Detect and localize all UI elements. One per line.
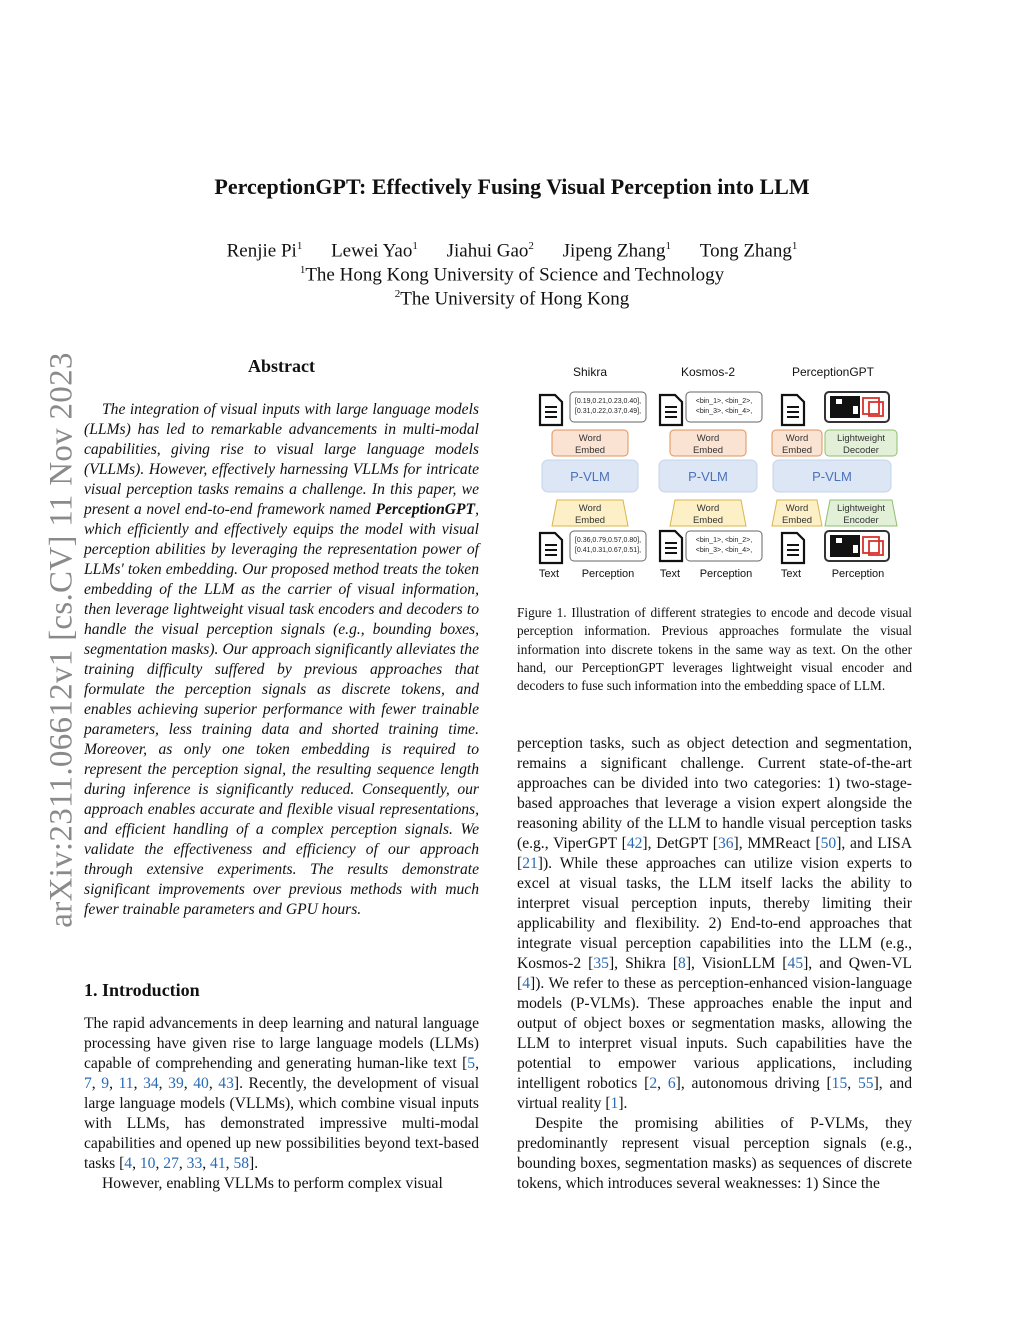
affil-name: The Hong Kong University of Science and Technology	[305, 264, 725, 286]
introduction-body	[84, 1014, 479, 1194]
document-icon	[660, 531, 682, 561]
token-text: <bin_3>, <bin_4>,	[695, 408, 753, 415]
document-icon	[660, 395, 682, 425]
section-heading-introduction: 1. Introduction	[84, 980, 200, 1000]
citation-link[interactable]: 43	[218, 1075, 234, 1092]
text-label: Text	[780, 568, 802, 580]
figure-diagram	[520, 362, 920, 584]
p-vlm-label: P-VLM	[688, 469, 728, 484]
citation-link[interactable]: 41	[210, 1155, 226, 1172]
abstract-body	[84, 400, 479, 920]
author-affil-mark: 1	[665, 240, 672, 252]
affil-name: The University of Hong Kong	[400, 288, 630, 310]
author-name: Jiahui Gao	[446, 240, 529, 262]
author	[331, 240, 418, 262]
author	[700, 240, 798, 262]
token-box	[686, 392, 762, 422]
citation-link[interactable]: 6	[667, 1075, 676, 1092]
document-icon	[540, 395, 562, 425]
citation-link[interactable]: 42	[626, 835, 643, 852]
author-name: Tong Zhang	[699, 240, 792, 262]
token-text: [0.36,0.79,0.57,0.80],	[574, 537, 642, 544]
citation-link[interactable]: 8	[678, 955, 686, 972]
citation-link[interactable]: 10	[139, 1155, 156, 1172]
citation-link[interactable]: 39	[168, 1075, 184, 1092]
text-label: Text	[538, 568, 560, 580]
lightweight-decoder-box-label: Lightweight	[836, 433, 886, 444]
segmentation-mask-hole	[853, 406, 858, 414]
segmentation-mask-hole	[853, 545, 858, 553]
figure-caption: Figure 1. Illustration of different strategies to encode and decode visual perception information. Previous approaches formulate the visual information into discrete tokens in the same way as text. On the other hand, our PerceptionGPT leverages lightweight visual encoder and decoders to fuse such information into the embedding space of LLM.	[517, 605, 912, 694]
affiliation	[0, 264, 1024, 286]
token-text: [0.31,0.22,0.37,0.49],	[574, 408, 642, 415]
author-name: Renjie Pi	[226, 240, 297, 262]
citation-link[interactable]: 45	[787, 955, 804, 972]
citation-link[interactable]: 21	[522, 855, 538, 872]
figure-column-title: PerceptionGPT	[791, 365, 875, 379]
segmentation-mask-hole	[836, 399, 842, 404]
citation-link[interactable]: 27	[163, 1155, 179, 1172]
lightweight-decoder-box-label: Decoder	[843, 445, 879, 456]
token-text: <bin_3>, <bin_4>,	[695, 547, 753, 554]
paragraph: Despite the promising abilities of P-VLMs, they predominantly represent visual perception signals (e.g., bounding boxes, segmentation masks) as sequences of discrete tokens, which introduces several weaknesses: 1) Since the	[517, 1115, 912, 1192]
word-embed-box-label: Embed	[781, 445, 813, 456]
figure-column-title: Kosmos-2	[680, 365, 736, 379]
citation-link[interactable]: 7	[84, 1075, 92, 1092]
token-text: [0.19,0.21,0.23,0.40],	[574, 398, 642, 405]
affil-mark: 1	[299, 264, 306, 276]
author-affil-mark: 1	[296, 240, 303, 252]
abstract-text: , which efficiently and effectively equips the model with visual perception abilities by leveraging the representation power of LLMs' token embedding. Our proposed method treats the token embedding of the LLM as the carrier of visual information, then leverage lightweight visual task encoders and decoders to handle the visual perception signals (e.g., bounding boxes, segmentation masks). Our approach significantly alleviates the training difficulty suffered by previous approaches that formulate the perception signals as discrete tokens, and enables achieving superior performance with fewer trainable parameters, less training data and shorted training time. Moreover, as only one token embedding is required to represent the perception signal, the resulting sequence length during inference is significantly reduced. Consequently, our approach enables accurate and flexible visual representations, and efficient handling of a complex perception signals. We validate the effectiveness and efficiency of our approach through extensive experiments. The results demonstrate significant improvements over previous methods with much fewer trainable parameters and GPU hours.	[84, 501, 479, 918]
paragraph: However, enabling VLLMs to perform complex visual	[102, 1175, 443, 1192]
citation-link[interactable]: 9	[101, 1075, 110, 1092]
author	[563, 240, 671, 262]
citation-link[interactable]: 1	[610, 1095, 619, 1112]
citation-link[interactable]: 4	[124, 1155, 133, 1172]
word-embed-box-label: Embed	[574, 445, 606, 456]
citation-link[interactable]: 33	[186, 1155, 203, 1172]
word-embed-box-label: Word	[578, 503, 602, 514]
p-vlm-label: P-VLM	[812, 469, 852, 484]
token-box	[570, 392, 646, 422]
token-text: <bin_1>, <bin_2>,	[695, 537, 753, 544]
author-list	[0, 240, 1024, 262]
author-name: Lewei Yao	[331, 240, 413, 262]
word-embed-box-label: Embed	[692, 515, 724, 526]
perception-label: Perception	[581, 568, 635, 580]
right-column-body	[517, 734, 912, 1194]
paper-title: PerceptionGPT: Effectively Fusing Visual Perception into LLM	[214, 174, 810, 199]
citation-link[interactable]: 15	[831, 1075, 848, 1092]
citation-link[interactable]: 4	[522, 975, 530, 992]
document-icon	[782, 533, 804, 563]
citation-link[interactable]: 50	[820, 835, 837, 852]
p-vlm-label: P-VLM	[570, 469, 610, 484]
citation-link[interactable]: 35	[593, 955, 609, 972]
affil-mark: 2	[394, 288, 401, 300]
citation-link[interactable]: 5	[467, 1055, 476, 1072]
citation-link[interactable]: 58	[233, 1155, 250, 1172]
citation-link[interactable]: 11	[118, 1075, 134, 1092]
segmentation-mask-hole	[836, 538, 842, 543]
author	[227, 240, 303, 262]
perception-label: Perception	[831, 568, 885, 580]
token-text: [0.41,0.31,0.67,0.51],	[574, 547, 642, 554]
word-embed-box-label: Word	[785, 503, 809, 514]
lightweight-encoder-box-label: Lightweight	[836, 503, 886, 514]
document-icon	[782, 395, 804, 425]
author	[447, 240, 534, 262]
author-affil-mark: 1	[412, 240, 418, 252]
abstract-heading: Abstract	[248, 356, 315, 376]
word-embed-box-label: Word	[696, 433, 720, 444]
citation-link[interactable]: 2	[649, 1075, 658, 1092]
author-affil-mark: 1	[791, 240, 798, 252]
figure-1	[520, 362, 920, 584]
citation-link[interactable]: 36	[717, 835, 734, 852]
paragraph: The rapid advancements in deep learning and natural language processing have given rise to large language models (LLMs) capable of comprehending and generating human-like text [5, 7, 9, 11, 34, 39, 40, 43]. Recently, the development of visual large language models (VLLMs), which combine visual inputs with LLMs, has demonstrated impressive multi-modal capabilities and opened up new possibilities beyond text-based tasks [4, 10, 27, 33, 41, 58].	[84, 1015, 480, 1172]
word-embed-box-label: Embed	[574, 515, 606, 526]
figure-column-title: Shikra	[572, 365, 608, 379]
word-embed-box-label: Word	[696, 503, 720, 514]
lightweight-encoder-box-label: Encoder	[843, 515, 879, 526]
paragraph: perception tasks, such as object detection and segmentation, remains a significant challenge. Current state-of-the-art approaches can be divided into two categories: 1) two-stage-based approaches that leverage a vision expert alongside the reasoning ability of the LLM to handle visual perception tasks (e.g., ViperGPT [42], DetGPT [36], MMReact [50], and LISA [21]). While these approaches can utilize vision experts to excel at visual tasks, the LLM itself lacks the ability to interpret visual perception inputs, thereby limiting their applicability and flexibility. 2) End-to-end approaches that integrate visual perception capabilities into the LLM (e.g., Kosmos-2 [35], Shikra [8], VisionLLM [45], and Qwen-VL [4]). We refer to these as perception-enhanced vision-language models (P-VLMs). These approaches enable the input and output of object boxes or segmentation masks, allowing the LLM to interpret visual inputs. Such capabilities have the potential to empower various applications, including intelligent robotics [2, 6], autonomous driving [15, 55], and virtual reality [1].	[517, 735, 913, 1112]
token-box	[570, 531, 646, 561]
document-icon	[540, 533, 562, 563]
token-text: <bin_1>, <bin_2>,	[695, 398, 753, 405]
word-embed-box-label: Word	[785, 433, 809, 444]
text-label: Text	[659, 568, 681, 580]
arxiv-identifier: arXiv:2311.06612v1 [cs.CV] 11 Nov 2023	[43, 352, 80, 928]
perception-label: Perception	[699, 568, 753, 580]
word-embed-box-label: Embed	[692, 445, 724, 456]
token-box	[686, 531, 762, 561]
method-name: PerceptionGPT	[375, 501, 476, 518]
citation-link[interactable]: 34	[143, 1075, 159, 1092]
word-embed-box-label: Embed	[781, 515, 813, 526]
citation-link[interactable]: 40	[193, 1075, 209, 1092]
citation-link[interactable]: 55	[857, 1075, 874, 1092]
author-name: Jipeng Zhang	[562, 240, 666, 262]
author-affil-mark: 2	[528, 240, 534, 252]
affiliation	[0, 288, 1024, 310]
abstract-text: The integration of visual inputs with large language models (LLMs) has led to remarkable advancements in multi-modal capabilities, giving rise to visual large language models (VLLMs). However, effectively harnessing VLLMs for intricate visual perception tasks remains a challenge. In this paper, we present a novel end-to-end framework named	[84, 401, 479, 518]
word-embed-box-label: Word	[578, 433, 602, 444]
